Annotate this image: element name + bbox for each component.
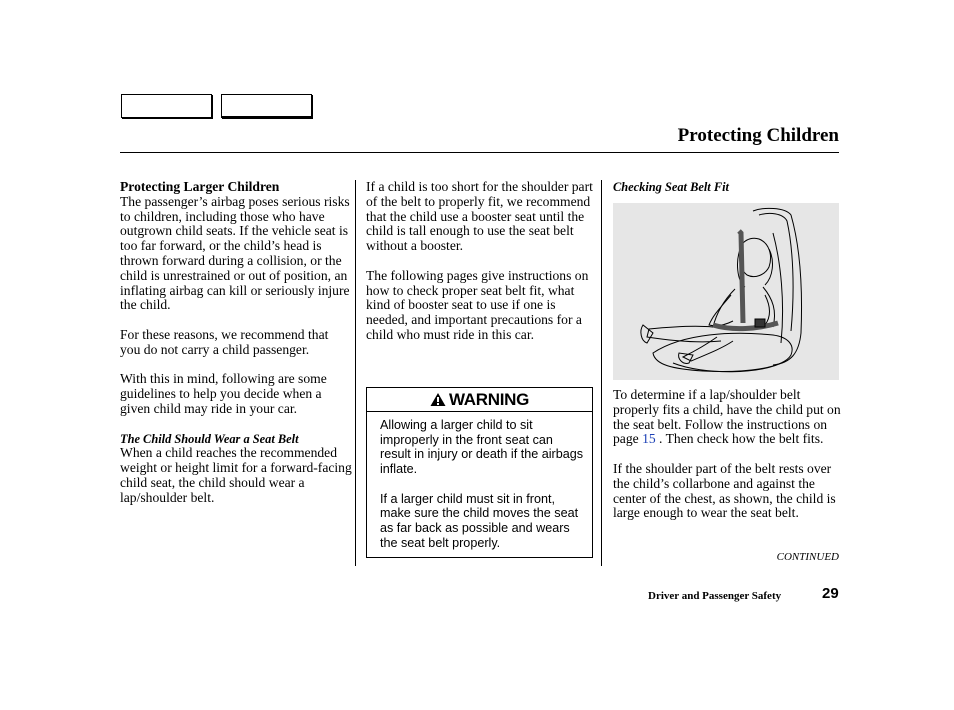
paragraph: If the shoulder part of the belt rests over the child’s collarbone and against the center of the chest, as shown, the child is large enough to wear the seat belt. [613, 460, 836, 521]
paragraph: For these reasons, we recommend that you do not carry a child passenger. [120, 326, 329, 357]
paragraph [613, 388, 841, 447]
column-2 [366, 180, 598, 358]
paragraph-text: . Then check how the belt fits. [655, 431, 824, 447]
child-in-seat-belt-illustration [613, 203, 839, 380]
title-divider [120, 152, 839, 153]
column-divider [355, 180, 356, 566]
footer-section-name: Driver and Passenger Safety [648, 590, 782, 602]
warning-title: WARNING [448, 390, 530, 409]
column-1 [120, 180, 352, 520]
paragraph: If a child is too short for the shoulder part of the belt to properly fit, we recommend that the child use a booster seat until the child is tall enough to use the seat belt without a booster. [366, 179, 593, 254]
page-title: Protecting Children [677, 125, 839, 146]
warning-box [366, 387, 593, 558]
section-heading: Protecting Larger Children [120, 179, 280, 194]
page-number: 29 [822, 585, 839, 602]
warning-header [367, 388, 592, 412]
paragraph: The following pages give instructions on how to check proper seat belt fit, what kind of booster seat to use if one is needed, and important precautions for a child who must ride in this car. [366, 267, 589, 342]
warning-triangle-icon [430, 392, 446, 411]
subheading: Checking Seat Belt Fit [613, 180, 729, 194]
continued-label: CONTINUED [776, 551, 839, 563]
paragraph: The passenger’s airbag poses serious risks to children, including those who have outgrown child seats. If the vehicle seat is too far forward, or the child’s head is thrown forward during a collision, or the child is unrestrained or out of position, an inflating airbag can kill or seriously injure the child. [120, 193, 350, 313]
page-link[interactable]: 15 [642, 431, 656, 447]
section-tab-1 [121, 94, 212, 118]
warning-paragraph: Allowing a larger child to sit improperly in the front seat can result in injury or death if the airbags inflate. [380, 418, 584, 477]
subheading: The Child Should Wear a Seat Belt [120, 431, 299, 446]
column-3 [613, 180, 841, 195]
warning-body [380, 418, 585, 565]
paragraph-text: To determine if a lap/shoulder belt properly fits a child, have the child put on the seat belt. Follow the instructions on page [613, 387, 841, 447]
column-divider [601, 180, 602, 566]
paragraph: When a child reaches the recommended weight or height limit for a forward-facing child seat, the child should wear a lap/shoulder belt. [120, 445, 352, 505]
section-tab-2 [221, 94, 312, 118]
warning-paragraph: If a larger child must sit in front, make sure the child moves the seat as far back as possible and wears the seat belt properly. [380, 491, 579, 550]
paragraph: With this in mind, following are some guidelines to help you decide when a given child may ride in your car. [120, 371, 327, 416]
column-3-text [613, 388, 841, 536]
